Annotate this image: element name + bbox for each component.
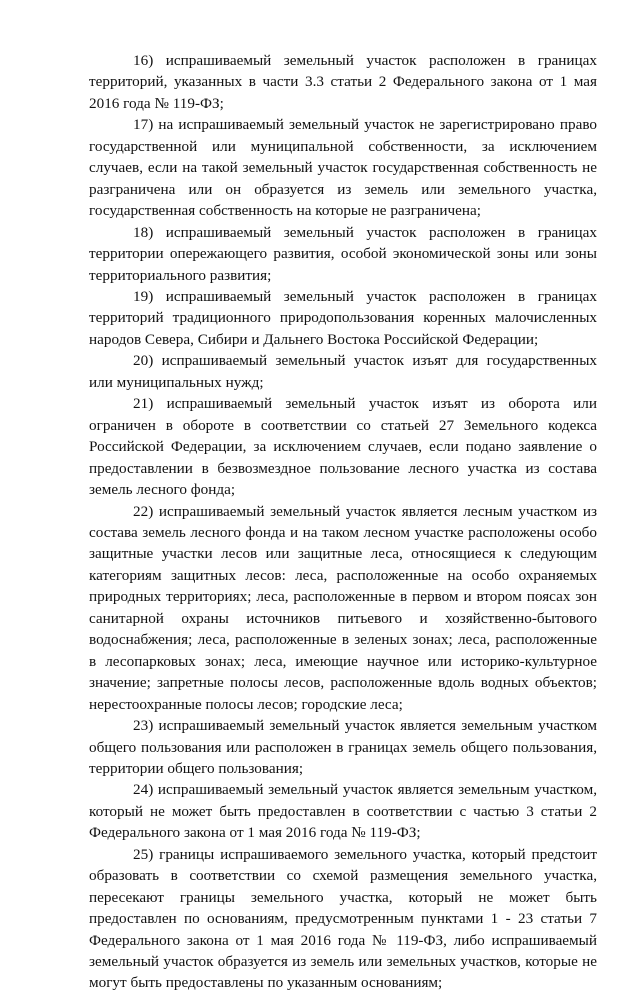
paragraph-19: 19) испрашиваемый земельный участок расположен в границах территорий традиционного природопользования коренных малочисленных народов Севера, Сибири и Дальнего Востока Российской Федерации; [89, 287, 597, 348]
paragraph-23: 23) испрашиваемый земельный участок является земельным участком общего пользования или расположен в границах земель общего пользования, территории общего пользования; [89, 717, 597, 777]
paragraph-18: 18) испрашиваемый земельный участок расположен в границах территории опережающего развития, особой экономической зоны или зоны территориального развития; [89, 223, 597, 284]
paragraph-24: 24) испрашиваемый земельный участок является земельным участком, который не может быть предоставлен в соответствии с частью 3 статьи 2 Федерального закона от 1 мая 2016 года № 119-ФЗ; [89, 781, 597, 842]
paragraph-22: 22) испрашиваемый земельный участок является лесным участком из состава земель лесного фонда и на таком лесном участке расположены особо защитные участки лесов или защитные леса, относящиеся к следующим категориям защитных лесов: леса, расположенные на особо охраняемых природных территориях; леса, расположенные в первом и втором поясах зон санитарной охраны источников питьевого и хозяйственно-бытового водоснабжения; леса, расположенные в зеленых зонах; леса, расположенные в лесопарковых зонах; леса, имеющие научное или историко-культурное значение; запретные полосы лесов, расположенные вдоль водных объектов; нерестоохранные полосы лесов; городские леса; [89, 502, 597, 713]
document-body [89, 50, 597, 994]
paragraph-20: 20) испрашиваемый земельный участок изъят для государственных или муниципальных нужд; [89, 352, 597, 391]
paragraph-21: 21) испрашиваемый земельный участок изъят из оборота или ограничен в обороте в соответствии со статьей 27 Земельного кодекса Российской Федерации, за исключением случаев, если подано заявление о предоставлении в безвозмездное пользование лесного участка из состава земель лесного фонда; [89, 395, 597, 499]
paragraph-16: 16) испрашиваемый земельный участок расположен в границах территорий, указанных в части 3.3 статьи 2 Федерального закона от 1 мая 2016 года № 119-ФЗ; [89, 52, 597, 112]
paragraph-25: 25) границы испрашиваемого земельного участка, который предстоит образовать в соответствии со схемой размещения земельного участка, пересекают границы земельного участка, который не может быть предоставлен по основаниям, предусмотренным пунктами 1 - 23 статьи 7 Федерального закона от 1 мая 2016 года № 119-ФЗ, либо испрашиваемый земельный участок образуется из земель или земельных участков, которые не могут быть предоставлены по указанным основаниям; [89, 845, 597, 992]
paragraph-17: 17) на испрашиваемый земельный участок не зарегистрировано право государственной или муниципальной собственности, за исключением случаев, если на такой земельный участок государственная собственность не разграничена или он образуется из земель или земельного участка, государственная собственность на которые не разграничена; [89, 116, 597, 220]
